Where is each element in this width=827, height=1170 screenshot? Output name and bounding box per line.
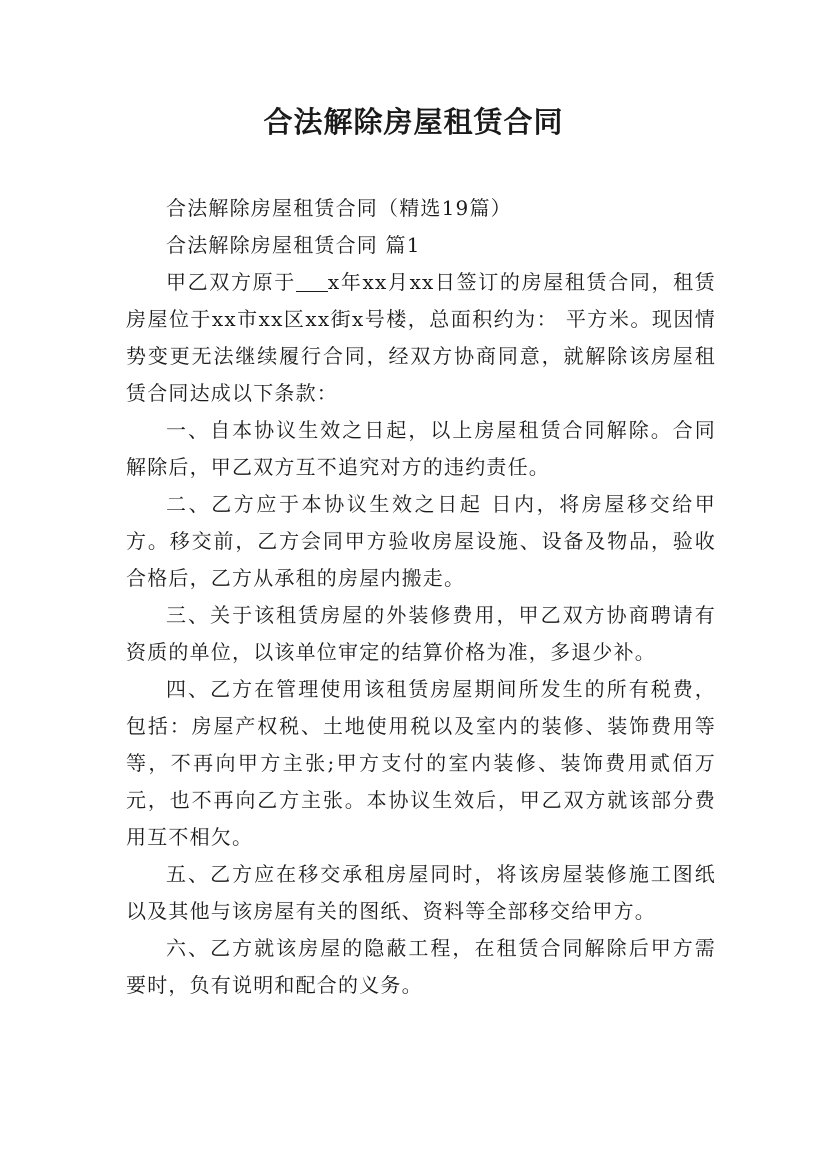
intro-paragraph [126, 264, 716, 412]
clause-1: 一、自本协议生效之日起，以上房屋租赁合同解除。合同解除后，甲乙双方互不追究对方的违约责任。 [126, 418, 716, 479]
clause-4: 四、乙方在管理使用该租赁房屋期间所发生的所有税费，包括：房屋产权税、土地使用税以及室内的装修、装饰费用等等，不再向甲方主张;甲方支付的室内装修、装饰费用贰佰万元，也不再向乙方主张。本协议生效后，甲乙双方就该部分费用互不相欠。 [126, 677, 716, 849]
fill-in-blank [296, 271, 328, 292]
document-body [126, 190, 716, 1004]
section-heading: 合法解除房屋租赁合同 篇1 [166, 233, 421, 257]
clause-6: 六、乙方就该房屋的隐蔽工程，在租赁合同解除后甲方需要时，负有说明和配合的义务。 [126, 936, 716, 997]
subtitle: 合法解除房屋租赁合同（精选19篇） [166, 196, 512, 220]
document-title: 合法解除房屋租赁合同 [263, 105, 564, 139]
intro-text-before: 甲乙双方原于 [166, 270, 296, 294]
clause-5: 五、乙方应在移交承租房屋同时，将该房屋装修施工图纸以及其他与该房屋有关的图纸、资料等全部移交给甲方。 [126, 862, 716, 923]
intro-text-after: x年xx月xx日签订的房屋租赁合同，租赁房屋位于xx市xx区xx街x号楼，总面积约为： 平方米。现因情势变更无法继续履行合同，经双方协商同意，就解除该房屋租赁合同达成以下条款： [126, 270, 716, 405]
clause-3: 三、关于该租赁房屋的外装修费用，甲乙双方协商聘请有资质的单位，以该单位审定的结算价格为准，多退少补。 [126, 603, 716, 664]
clause-2: 二、乙方应于本协议生效之日起 日内，将房屋移交给甲方。移交前，乙方会同甲方验收房屋设施、设备及物品，验收合格后，乙方从承租的房屋内搬走。 [126, 492, 716, 590]
